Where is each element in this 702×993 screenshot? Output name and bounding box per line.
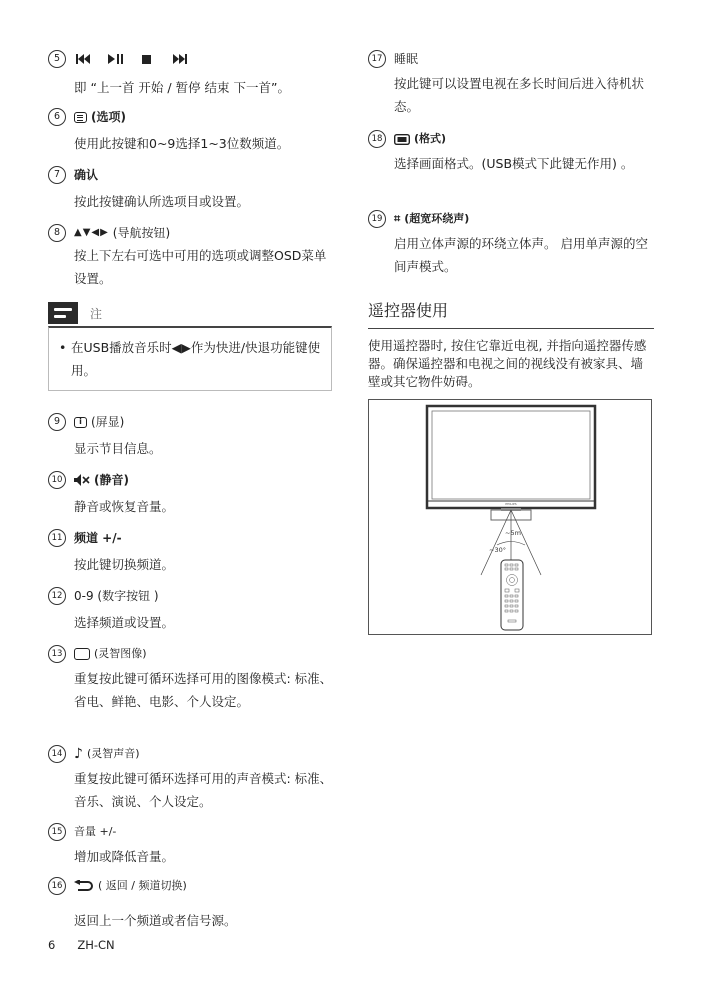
item-description: 重复按此键可循环选择可用的图像模式: 标准、省电、鲜艳、电影、个人设定。 bbox=[74, 671, 333, 709]
item-number: 6 bbox=[48, 108, 66, 126]
item-number: 5 bbox=[48, 50, 66, 68]
item-description: 增加或降低音量。 bbox=[74, 849, 175, 864]
item-description: 使用此按键和0~9选择1~3位数频道。 bbox=[74, 136, 290, 151]
item-title: 音量 +/- bbox=[74, 825, 117, 838]
options-icon bbox=[74, 112, 87, 123]
item-description: 即 “上一首 开始 / 暂停 结束 下一首”。 bbox=[74, 80, 291, 95]
item-title: 睡眠 bbox=[394, 52, 419, 66]
page-number: 6 bbox=[48, 938, 56, 952]
item-number: 13 bbox=[48, 645, 66, 663]
item-15 bbox=[48, 823, 333, 877]
item-description: 按此键切换频道。 bbox=[74, 557, 175, 572]
item-9 bbox=[48, 413, 333, 471]
smart-picture-icon bbox=[74, 648, 90, 660]
item-16 bbox=[48, 877, 333, 937]
item-title: (灵智声音) bbox=[86, 747, 140, 760]
item-title: (超宽环绕声) bbox=[404, 212, 470, 225]
item-number: 17 bbox=[368, 50, 386, 68]
item-title: (格式) bbox=[414, 132, 447, 145]
note-box bbox=[48, 302, 332, 391]
item-number: 11 bbox=[48, 529, 66, 547]
item-description: 静音或恢复音量。 bbox=[74, 499, 175, 514]
right-column bbox=[368, 50, 654, 635]
item-8 bbox=[48, 224, 333, 294]
item-description: 按此键可以设置电视在多长时间后进入待机状态。 bbox=[394, 76, 645, 114]
section-text: 使用遥控器时, 按住它靠近电视, 并指向遥控器传感器。确保遥控器和电视之间的视线没有被家具、墙壁或其它物件妨碍。 bbox=[368, 338, 647, 389]
item-number: 7 bbox=[48, 166, 66, 184]
bullet-icon: • bbox=[59, 340, 67, 355]
language-code: ZH-CN bbox=[77, 938, 115, 952]
tv-brand-label: PHILIPS bbox=[505, 502, 517, 506]
stop-icon bbox=[142, 55, 151, 64]
note-icon bbox=[48, 302, 78, 324]
item-17 bbox=[368, 50, 654, 130]
item-description: 按上下左右可选中可用的选项或调整OSD菜单设置。 bbox=[74, 248, 327, 286]
item-10 bbox=[48, 471, 333, 529]
item-number: 15 bbox=[48, 823, 66, 841]
distance-label: ~5m bbox=[505, 529, 521, 537]
item-number: 12 bbox=[48, 587, 66, 605]
format-icon bbox=[394, 134, 410, 145]
item-title: (导航按钮) bbox=[112, 226, 171, 240]
item-title: ( 返回 / 频道切换) bbox=[98, 879, 187, 892]
item-title: (灵智图像) bbox=[94, 647, 147, 660]
item-11 bbox=[48, 529, 333, 587]
note-text: 在USB播放音乐时◀▶作为快进/快退功能键使用。 bbox=[71, 340, 321, 378]
item-12 bbox=[48, 587, 333, 645]
item-description: 返回上一个频道或者信号源。 bbox=[74, 913, 237, 928]
item-13 bbox=[48, 645, 333, 745]
item-number: 9 bbox=[48, 413, 66, 431]
item-number: 14 bbox=[48, 745, 66, 763]
item-5 bbox=[48, 50, 333, 108]
item-title: 频道 +/- bbox=[74, 531, 122, 545]
item-description: 重复按此键可循环选择可用的声音模式: 标准、音乐、演说、个人设定。 bbox=[74, 771, 333, 809]
music-note-icon: ♪ bbox=[74, 746, 83, 762]
navigation-arrows-icon: ▲▼◀▶ bbox=[74, 227, 109, 238]
note-label: 注 bbox=[90, 306, 103, 321]
item-title: 0-9 (数字按钮 ) bbox=[74, 589, 159, 603]
item-number: 8 bbox=[48, 224, 66, 242]
mute-icon bbox=[74, 474, 90, 486]
back-icon bbox=[74, 880, 94, 892]
item-title: (静音) bbox=[94, 473, 129, 487]
item-description: 选择频道或设置。 bbox=[74, 615, 175, 630]
left-column bbox=[48, 50, 333, 937]
skip-next-icon bbox=[173, 54, 187, 64]
item-19 bbox=[368, 210, 654, 298]
item-7 bbox=[48, 166, 333, 224]
item-description: 按此按键确认所选项目或设置。 bbox=[74, 194, 250, 209]
item-number: 10 bbox=[48, 471, 66, 489]
page-footer bbox=[48, 938, 115, 952]
item-14 bbox=[48, 745, 333, 823]
surround-icon: ⌗ bbox=[394, 212, 401, 225]
item-title: 确认 bbox=[74, 168, 99, 182]
tv-screen bbox=[432, 411, 590, 499]
item-description: 选择画面格式。(USB模式下此键无作用) 。 bbox=[394, 156, 634, 171]
item-description: 显示节目信息。 bbox=[74, 441, 162, 456]
section-title: 遥控器使用 bbox=[368, 300, 654, 329]
item-description: 启用立体声源的环绕立体声。 启用单声源的空间声模式。 bbox=[394, 236, 648, 274]
play-pause-icon bbox=[108, 54, 124, 64]
tv-remote-illustration bbox=[369, 400, 651, 634]
item-title: (屏显) bbox=[91, 415, 125, 429]
item-6 bbox=[48, 108, 333, 166]
item-title: (选项) bbox=[91, 110, 126, 124]
info-icon: i bbox=[74, 417, 87, 428]
item-number: 19 bbox=[368, 210, 386, 228]
skip-previous-icon bbox=[76, 54, 90, 64]
angle-label: ~30° bbox=[489, 546, 506, 554]
item-number: 16 bbox=[48, 877, 66, 895]
item-18 bbox=[368, 130, 654, 210]
remote-usage-figure bbox=[368, 399, 652, 635]
item-number: 18 bbox=[368, 130, 386, 148]
